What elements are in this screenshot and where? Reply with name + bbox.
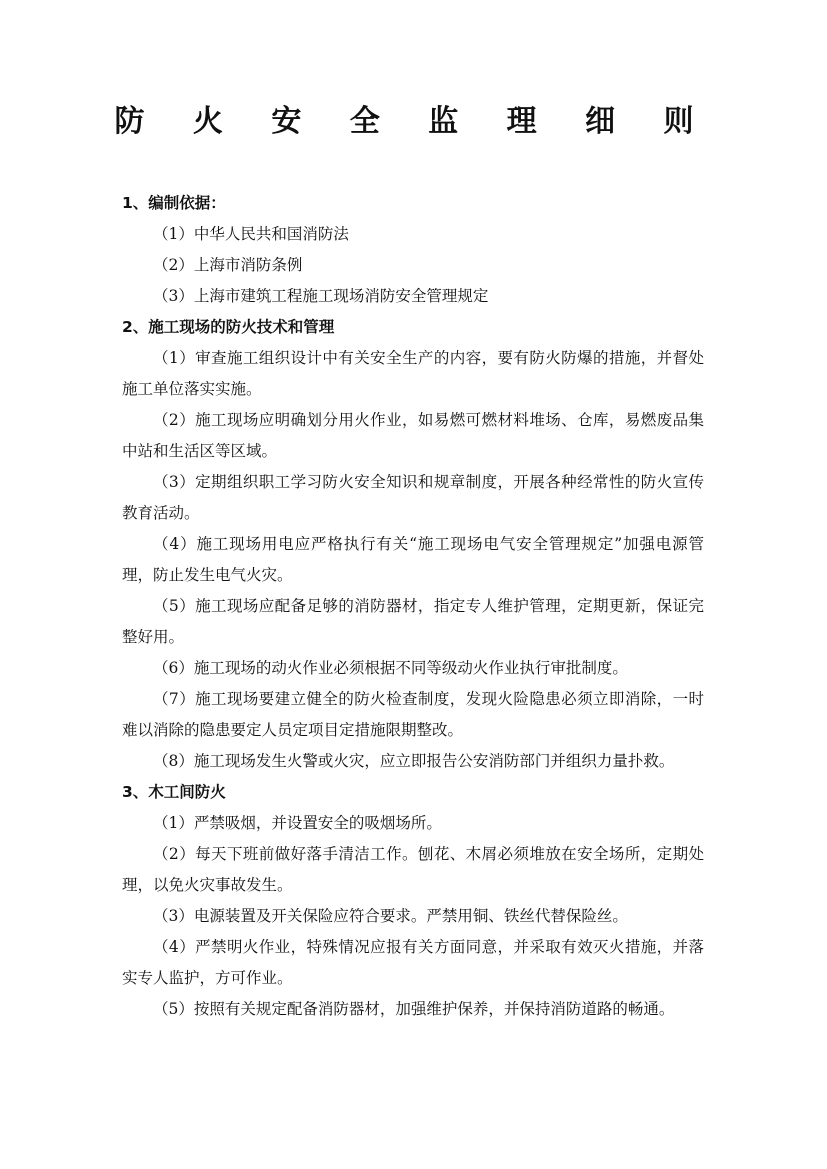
paragraph: （2）每天下班前做好落手清洁工作。刨花、木屑必须堆放在安全场所，定期处理，以免火灾事故发生。 bbox=[122, 845, 704, 894]
paragraph: （3）电源装置及开关保险应符合要求。严禁用铜、铁丝代替保险丝。 bbox=[153, 907, 628, 925]
paragraph: （5）按照有关规定配备消防器材，加强维护保养，并保持消防道路的畅通。 bbox=[153, 1000, 675, 1018]
section-heading: 2、施工现场的防火技术和管理 bbox=[122, 318, 335, 336]
page-title: 防 火 安 全 监 理 细 则 bbox=[114, 104, 713, 139]
paragraph: （1）严禁吸烟，并设置安全的吸烟场所。 bbox=[153, 814, 442, 832]
section-woodshop-fire bbox=[122, 777, 704, 1025]
paragraph: （1）中华人民共和国消防法 bbox=[153, 225, 349, 243]
paragraph: （2）上海市消防条例 bbox=[153, 256, 303, 274]
paragraph: （2）施工现场应明确划分用火作业，如易燃可燃材料堆场、仓库，易燃废品集中站和生活区等区域。 bbox=[122, 411, 704, 460]
section-site-fire-management bbox=[122, 312, 704, 777]
section-heading: 3、木工间防火 bbox=[122, 783, 226, 801]
section-heading: 1、编制依据： bbox=[122, 194, 226, 212]
section-basis bbox=[122, 188, 704, 312]
paragraph: （4）施工现场用电应严格执行有关“施工现场电气安全管理规定”加强电源管理，防止发生电气火灾。 bbox=[122, 535, 704, 584]
paragraph: （6）施工现场的动火作业必须根据不同等级动火作业执行审批制度。 bbox=[153, 659, 628, 677]
paragraph: （8）施工现场发生火警或火灾，应立即报告公安消防部门并组织力量扑救。 bbox=[153, 752, 675, 770]
paragraph: （7）施工现场要建立健全的防火检查制度，发现火险隐患必须立即消除，一时难以消除的隐患要定人员定项目定措施限期整改。 bbox=[122, 690, 704, 739]
paragraph: （1）审查施工组织设计中有关安全生产的内容，要有防火防爆的措施，并督处施工单位落实实施。 bbox=[122, 349, 704, 398]
paragraph: （3）定期组织职工学习防火安全知识和规章制度，开展各种经常性的防火宣传教育活动。 bbox=[122, 473, 704, 522]
paragraph: （3）上海市建筑工程施工现场消防安全管理规定 bbox=[153, 287, 489, 305]
paragraph: （4）严禁明火作业，特殊情况应报有关方面同意，并采取有效灭火措施，并落实专人监护，方可作业。 bbox=[122, 938, 704, 987]
paragraph: （5）施工现场应配备足够的消防器材，指定专人维护管理，定期更新，保证完整好用。 bbox=[122, 597, 704, 646]
document-body bbox=[122, 188, 704, 1025]
